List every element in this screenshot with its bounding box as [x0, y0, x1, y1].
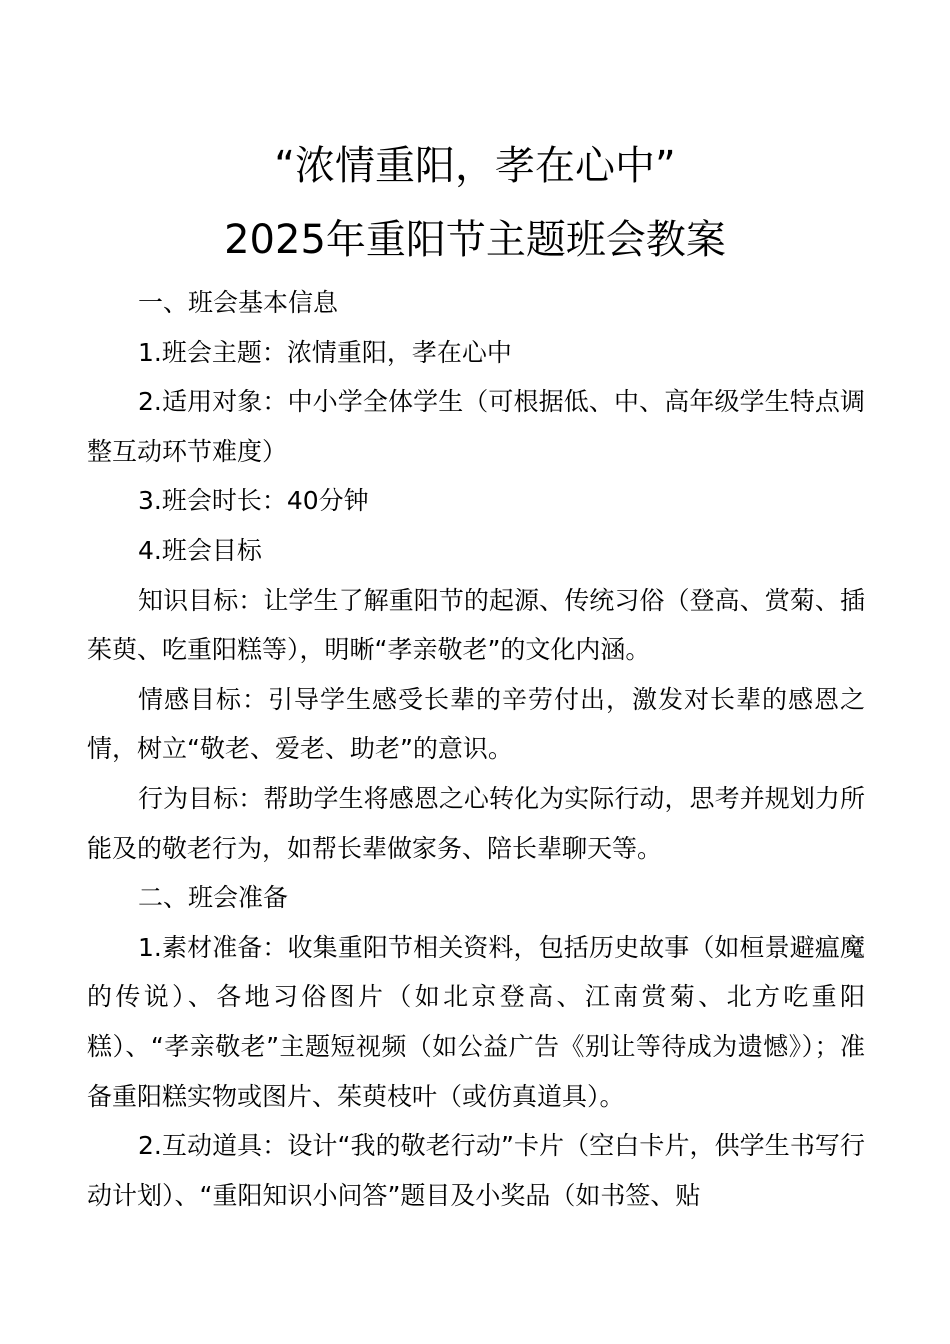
paragraph-audience: 2.适用对象：中小学全体学生（可根据低、中、高年级学生特点调整互动环节难度）: [87, 387, 865, 466]
paragraph-props: 2.互动道具：设计“我的敬老行动”卡片（空白卡片，供学生书写行动计划）、“重阳知识小问答”题目及小奖品（如书签、贴: [87, 1131, 865, 1210]
section-heading-basic-info: 一、班会基本信息: [138, 288, 339, 317]
paragraph-knowledge-goal: 知识目标：让学生了解重阳节的起源、传统习俗（登高、赏菊、插茱萸、吃重阳糕等），明晰“孝亲敬老”的文化内涵。: [87, 585, 865, 665]
paragraph-behavior-goal: 行为目标：帮助学生将感恩之心转化为实际行动，思考并规划力所能及的敬老行为，如帮长辈做家务、陪长辈聊天等。: [87, 783, 865, 863]
paragraph-theme: 1.班会主题：浓情重阳，孝在心中: [138, 337, 512, 367]
paragraph-materials: 1.素材准备：收集重阳节相关资料，包括历史故事（如桓景避瘟魔的传说）、各地习俗图片（如北京登高、江南赏菊、北方吃重阳糕）、“孝亲敬老”主题短视频（如公益广告《别让等待成为遗憾》）；准备重阳糕实物或图片、茱萸枝叶（或仿真道具）。: [87, 932, 865, 1111]
document-title-line1: “浓情重阳，孝在心中”: [274, 143, 676, 189]
paragraph-duration: 3.班会时长：40分钟: [138, 486, 369, 516]
document-body: [87, 278, 865, 1220]
paragraph-goals-heading: 4.班会目标: [138, 535, 262, 565]
document-title-line2: 2025年重阳节主题班会教案: [224, 217, 726, 263]
section-heading-preparation: 二、班会准备: [138, 883, 289, 913]
paragraph-emotion-goal: 情感目标：引导学生感受长辈的辛劳付出，激发对长辈的感恩之情，树立“敬老、爱老、助老”的意识。: [87, 684, 865, 764]
